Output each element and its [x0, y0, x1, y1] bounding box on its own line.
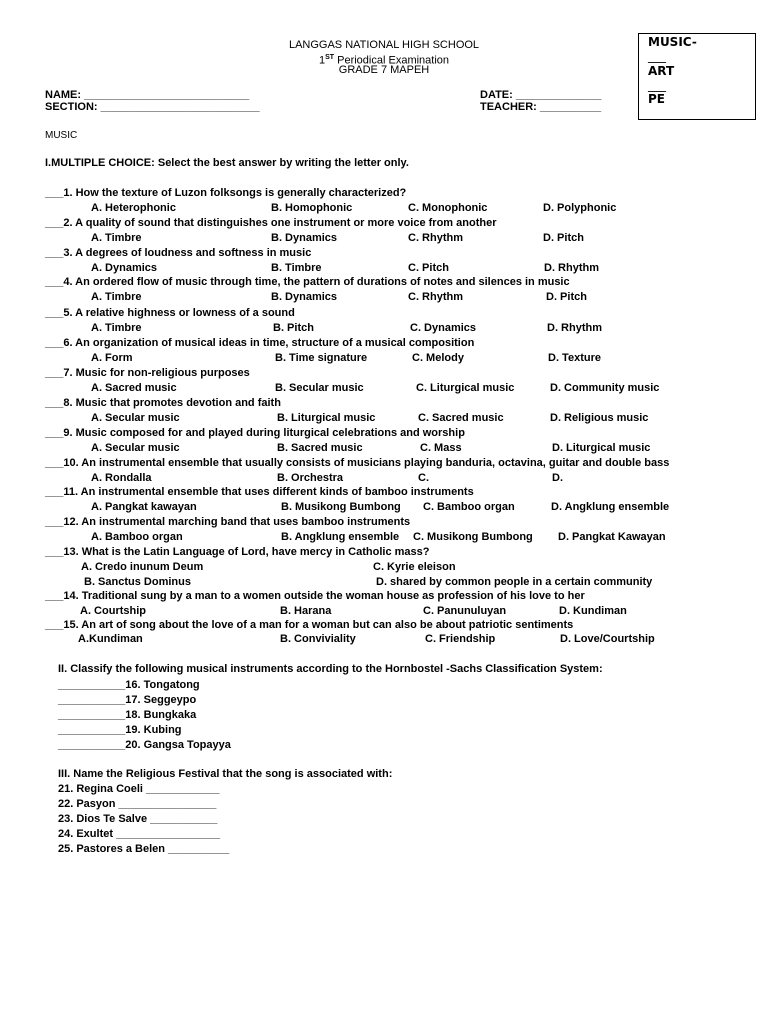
subject-box [638, 33, 756, 120]
option-4b[interactable]: B. Dynamics [271, 291, 338, 303]
option-15b[interactable]: B. Conviviality [280, 633, 356, 645]
exam-ordinal: 1 [318, 54, 326, 67]
option-15d[interactable]: D. Love/Courtship [560, 633, 655, 645]
question-13: ___13. What is the Latin Language of Lord, have mercy in Catholic mass? [45, 546, 430, 558]
section-field[interactable]: SECTION: __________________________ [45, 101, 260, 113]
question-14: ___14. Traditional sung by a man to a women outside the woman house as profession of his love to her [45, 590, 585, 602]
option-8d[interactable]: D. Religious music [550, 412, 649, 424]
question-8: ___8. Music that promotes devotion and faith [45, 397, 281, 409]
option-2d[interactable]: D. Pitch [543, 232, 584, 244]
option-15c[interactable]: C. Friendship [425, 633, 496, 645]
option-5c[interactable]: C. Dynamics [410, 322, 477, 334]
option-12c[interactable]: C. Musikong Bumbong [413, 531, 533, 543]
section-label: MUSIC [45, 130, 78, 141]
option-8c[interactable]: C. Sacred music [418, 412, 504, 424]
subject-pe: PE [648, 92, 665, 106]
option-12a[interactable]: A. Bamboo organ [91, 531, 183, 543]
question-9: ___9. Music composed for and played during liturgical celebrations and worship [45, 427, 465, 439]
option-14d[interactable]: D. Kundiman [559, 605, 627, 617]
school-name: LANGGAS NATIONAL HIGH SCHOOL [288, 39, 480, 51]
option-11c[interactable]: C. Bamboo organ [423, 501, 515, 513]
question-15: ___15. An art of song about the love of a man for a woman but can also be about patriotic sentiments [45, 619, 574, 631]
part1-title [45, 157, 409, 169]
option-4a[interactable]: A. Timbre [91, 291, 142, 303]
option-13c[interactable]: C. Kyrie eleison [373, 561, 456, 573]
question-3: ___3. A degrees of loudness and softness in music [45, 247, 312, 259]
options-13-row1 [0, 561, 768, 575]
option-14c[interactable]: C. Panunuluyan [423, 605, 507, 617]
option-13d[interactable]: D. shared by common people in a certain community [376, 576, 653, 588]
options-13-row2 [0, 576, 768, 590]
question-5: ___5. A relative highness or lowness of a sound [45, 307, 295, 319]
option-7c[interactable]: C. Liturgical music [416, 382, 515, 394]
options-3 [0, 262, 768, 276]
question-10: ___10. An instrumental ensemble that usually consists of musicians playing banduria, octavina, guitar and double bass [45, 457, 670, 469]
question-2: ___2. A quality of sound that distinguishes one instrument or more voice from another [45, 217, 497, 229]
part1-title-bold: I.MULTIPLE CHOICE: [45, 157, 155, 169]
options-1 [0, 202, 768, 216]
option-10d[interactable]: D. [552, 472, 563, 484]
options-15 [0, 633, 768, 647]
option-2c[interactable]: C. Rhythm [408, 232, 463, 244]
part3-item-25[interactable]: 25. Pastores a Belen __________ [58, 843, 230, 855]
option-11b[interactable]: B. Musikong Bumbong [281, 501, 401, 513]
subject-music: MUSIC- [648, 35, 697, 49]
question-4: ___4. An ordered flow of music through time, the pattern of durations of notes and silences in music [45, 276, 570, 288]
options-10 [0, 472, 768, 486]
option-12b[interactable]: B. Angklung ensemble [281, 531, 400, 543]
option-5d[interactable]: D. Rhythm [547, 322, 602, 334]
option-3a[interactable]: A. Dynamics [91, 262, 158, 274]
option-2b[interactable]: B. Dynamics [271, 232, 338, 244]
option-5a[interactable]: A. Timbre [91, 322, 142, 334]
option-6a[interactable]: A. Form [91, 352, 133, 364]
option-6c[interactable]: C. Melody [412, 352, 464, 364]
question-12: ___12. An instrumental marching band that uses bamboo instruments [45, 516, 411, 528]
part3-item-23[interactable]: 23. Dios Te Salve ___________ [58, 813, 218, 825]
option-15a[interactable]: A.Kundiman [78, 633, 143, 645]
option-8a[interactable]: A. Secular music [91, 412, 180, 424]
option-11d[interactable]: D. Angklung ensemble [551, 501, 670, 513]
options-4 [0, 291, 768, 305]
options-6 [0, 352, 768, 366]
question-6: ___6. An organization of musical ideas in time, structure of a musical composition [45, 337, 475, 349]
exam-title: Periodical Examination [337, 54, 450, 67]
question-1: ___1. How the texture of Luzon folksongs is generally characterized? [45, 187, 407, 199]
option-7a[interactable]: A. Sacred music [91, 382, 177, 394]
option-6b[interactable]: B. Time signature [275, 352, 368, 364]
options-11 [0, 501, 768, 515]
question-11: ___11. An instrumental ensemble that uses different kinds of bamboo instruments [45, 486, 474, 498]
option-4c[interactable]: C. Rhythm [408, 291, 463, 303]
part3-item-22[interactable]: 22. Pasyon ________________ [58, 798, 217, 810]
option-10a[interactable]: A. Rondalla [91, 472, 152, 484]
option-11a[interactable]: A. Pangkat kawayan [91, 501, 197, 513]
part2-item-20[interactable]: ___________20. Gangsa Topayya [58, 739, 231, 751]
date-field[interactable]: DATE: ______________ [480, 89, 602, 101]
options-8 [0, 412, 768, 426]
teacher-field[interactable]: TEACHER: __________ [480, 101, 602, 113]
part2-item-16[interactable]: ___________16. Tongatong [58, 679, 200, 691]
option-14a[interactable]: A. Courtship [80, 605, 146, 617]
option-9c[interactable]: C. Mass [420, 442, 462, 454]
option-10c[interactable]: C. [418, 472, 429, 484]
part2-item-18[interactable]: ___________18. Bungkaka [58, 709, 197, 721]
option-2a[interactable]: A. Timbre [91, 232, 142, 244]
option-7b[interactable]: B. Secular music [275, 382, 364, 394]
options-7 [0, 382, 768, 396]
option-4d[interactable]: D. Pitch [546, 291, 587, 303]
subject-art: ART [648, 64, 675, 78]
option-3b[interactable]: B. Timbre [271, 262, 322, 274]
option-12d[interactable]: D. Pangkat Kawayan [558, 531, 666, 543]
option-6d[interactable]: D. Texture [548, 352, 601, 364]
name-field[interactable]: NAME: ___________________________ [45, 89, 250, 101]
option-9d[interactable]: D. Liturgical music [552, 442, 651, 454]
subject-dash-2: ___ [648, 78, 666, 92]
options-5 [0, 322, 768, 336]
subject-dash-1: ___ [648, 49, 666, 63]
option-13b[interactable]: B. Sanctus Dominus [84, 576, 191, 588]
part2-title: II. Classify the following musical instruments according to the Hornbostel -Sachs Classification System: [58, 663, 603, 675]
grade-label: GRADE 7 MAPEH [338, 64, 430, 76]
option-14b[interactable]: B. Harana [280, 605, 332, 617]
part3-item-24[interactable]: 24. Exultet _________________ [58, 828, 221, 840]
option-8b[interactable]: B. Liturgical music [277, 412, 376, 424]
part2-item-19[interactable]: ___________19. Kubing [58, 724, 182, 736]
part3-title: III. Name the Religious Festival that the song is associated with: [58, 768, 393, 780]
options-14 [0, 605, 768, 619]
option-9b[interactable]: B. Sacred music [277, 442, 363, 454]
option-10b[interactable]: B. Orchestra [277, 472, 344, 484]
question-7: ___7. Music for non-religious purposes [45, 367, 250, 379]
option-1b[interactable]: B. Homophonic [271, 202, 353, 214]
option-1c[interactable]: C. Monophonic [408, 202, 488, 214]
option-9a[interactable]: A. Secular music [91, 442, 180, 454]
part1-title-rest: Select the best answer by writing the letter only. [154, 157, 409, 169]
option-5b[interactable]: B. Pitch [273, 322, 314, 334]
exam-ordinal-suffix: ST [325, 54, 335, 61]
options-12 [0, 531, 768, 545]
options-9 [0, 442, 768, 456]
part3-item-21[interactable]: 21. Regina Coeli ____________ [58, 783, 220, 795]
option-13a[interactable]: A. Credo inunum Deum [81, 561, 204, 573]
option-1d[interactable]: D. Polyphonic [543, 202, 617, 214]
option-3d[interactable]: D. Rhythm [544, 262, 599, 274]
option-3c[interactable]: C. Pitch [408, 262, 449, 274]
part2-item-17[interactable]: ___________17. Seggeypo [58, 694, 197, 706]
option-7d[interactable]: D. Community music [550, 382, 660, 394]
option-1a[interactable]: A. Heterophonic [91, 202, 176, 214]
options-2 [0, 232, 768, 246]
